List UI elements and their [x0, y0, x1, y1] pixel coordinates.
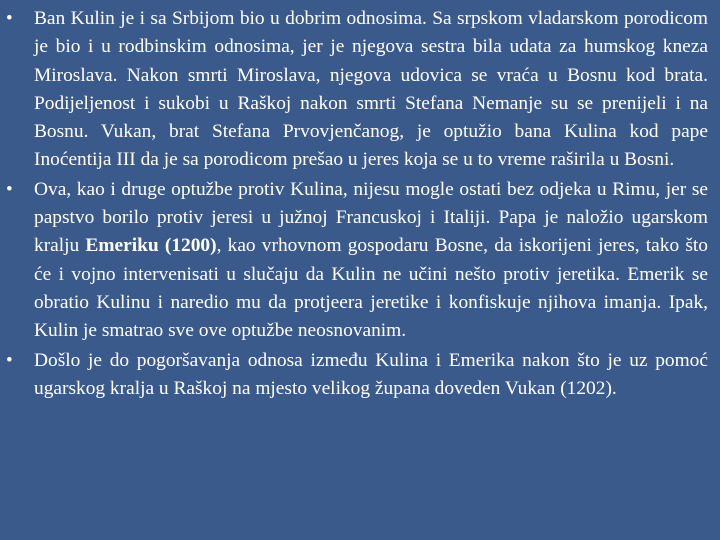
- bullet-text: Ban Kulin je i sa Srbijom bio u dobrim odnosima. Sa srpskom vladarskom porodicom je bio i u rodbinskim odnosima, jer je njegova sestra bila udata za humskog kneza Miroslava. Nakon smrti Miroslava, njegova udovica se vraća u Bosnu kod brata. Podijeljenost i sukobi u Raškoj nakon smrti Stefana Nemanje su se prenijeli i na Bosnu. Vukan, brat Stefana Prvovjenčanog, je optužio bana Kulina kod pape Inoćentija III da je sa porodicom prešao u jeres koja se u to vreme raširila u Bosni.: [34, 8, 708, 171]
- bullet-text: Došlo je do pogoršavanja odnosa između Kulina i Emerika nakon što je uz pomoć ugarskog kralja u Raškoj na mjesto velikog župana doveden Vukan (1202).: [34, 349, 708, 399]
- bullet-text: , kao vrhovnom gospodaru Bosne, da iskorijeni jeres, tako što će i vojno intervenisati u slučaju da Kulin ne učini nešto protiv jeretika. Emerik se obratio Kulinu i naredio mu da protjeera jeretike i konfiskuje njihova imanja. Ipak, Kulin je smatrao sve ove optužbe neosnovanim.: [34, 235, 708, 342]
- bullet-text-bold: Emeriku (1200): [85, 235, 217, 257]
- bullet-item-2: [0, 176, 708, 346]
- bullet-text: Ova, kao i druge optužbe protiv Kulina, nijesu mogle ostati bez odjeka u Rimu, jer se papstvo borilo protiv jeresi u južnoj Francuskoj i Italiji. Papa je naložio ugarskom kralju: [34, 178, 708, 257]
- bullet-marker: •: [6, 8, 13, 29]
- bullet-list: [0, 5, 708, 403]
- bullet-item-1: [0, 5, 708, 175]
- bullet-marker: •: [6, 178, 13, 200]
- bullet-item-3: [0, 347, 708, 404]
- bullet-marker: •: [6, 349, 13, 371]
